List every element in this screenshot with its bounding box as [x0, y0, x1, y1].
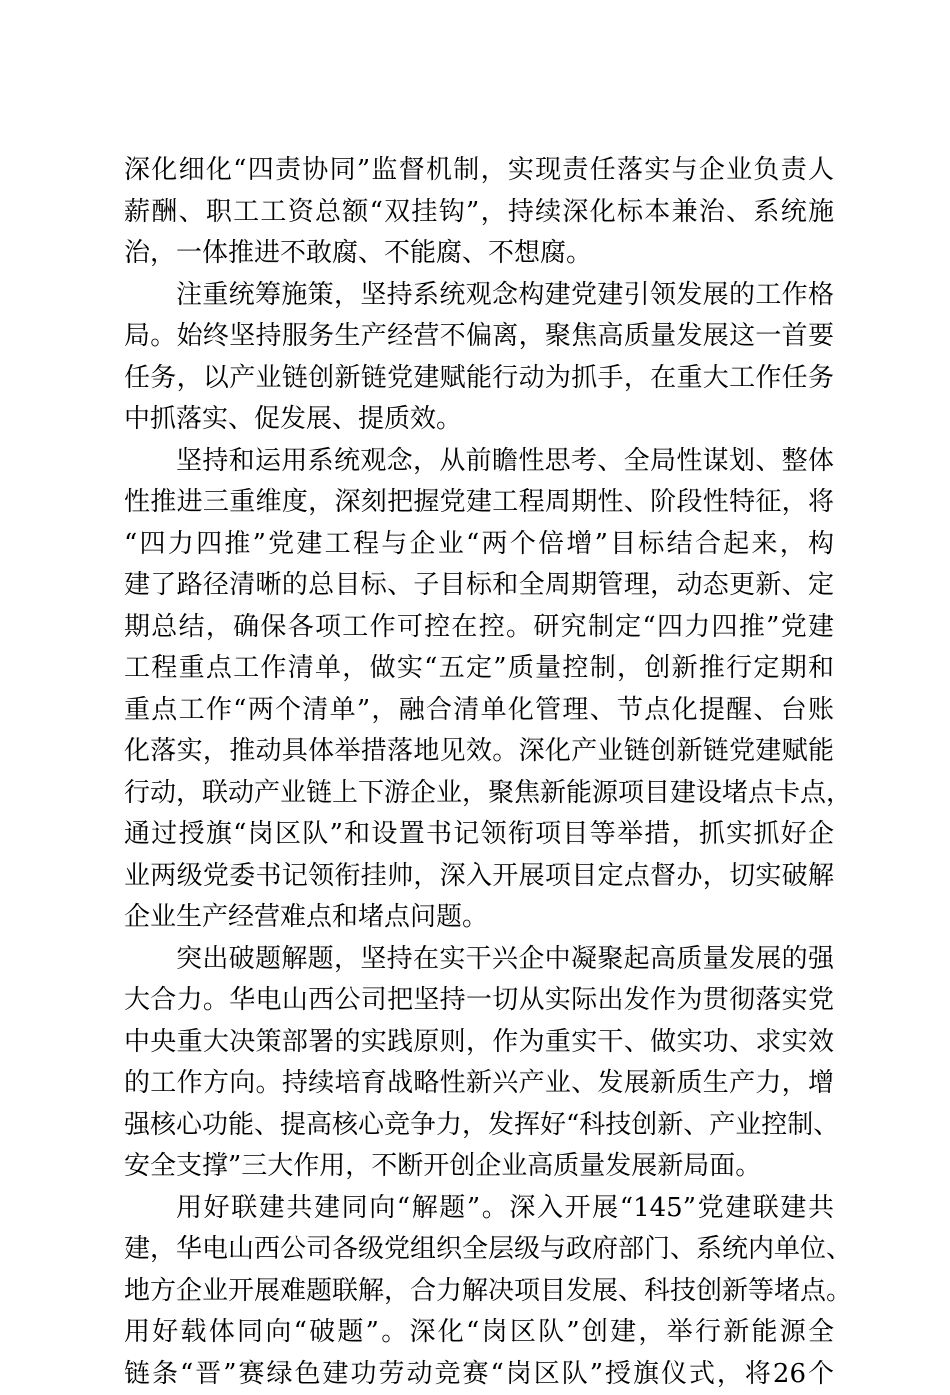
text-line: 化落实，推动具体举措落地见效。深化产业链创新链党建赋能 [124, 731, 834, 773]
text-line: 治，一体推进不敢腐、不能腐、不想腐。 [124, 233, 834, 275]
text-line: 的工作方向。持续培育战略性新兴产业、发展新质生产力，增 [124, 1063, 834, 1105]
text-line: 重点工作“两个清单”，融合清单化管理、节点化提醒、台账 [124, 690, 834, 732]
text-line: 用好载体同向“破题”。深化“岗区队”创建，举行新能源全 [124, 1312, 834, 1354]
text-line: “四力四推”党建工程与企业“两个倍增”目标结合起来，构 [124, 524, 834, 566]
text-line: 地方企业开展难题联解，合力解决项目发展、科技创新等堵点。 [124, 1271, 834, 1313]
text-line: 强核心功能、提高核心竞争力，发挥好“科技创新、产业控制、 [124, 1105, 834, 1147]
text-line: 薪酬、职工工资总额“双挂钩”，持续深化标本兼治、系统施 [124, 192, 834, 234]
text-line: 安全支撑”三大作用，不断开创企业高质量发展新局面。 [124, 1146, 834, 1188]
text-line: 坚持和运用系统观念，从前瞻性思考、全局性谋划、整体 [124, 441, 834, 483]
text-line: 性推进三重维度，深刻把握党建工程周期性、阶段性特征，将 [124, 482, 834, 524]
text-line: 注重统筹施策，坚持系统观念构建党建引领发展的工作格 [124, 275, 834, 317]
text-line: 行动，联动产业链上下游企业，聚焦新能源项目建设堵点卡点， [124, 773, 834, 815]
text-line: 通过授旗“岗区队”和设置书记领衔项目等举措，抓实抓好企 [124, 814, 834, 856]
text-line: 大合力。华电山西公司把坚持一切从实际出发作为贯彻落实党 [124, 980, 834, 1022]
text-line: 建，华电山西公司各级党组织全层级与政府部门、系统内单位、 [124, 1229, 834, 1271]
text-line: 中央重大决策部署的实践原则，作为重实干、做实功、求实效 [124, 1022, 834, 1064]
body-text [124, 150, 834, 1395]
text-line: 企业生产经营难点和堵点问题。 [124, 897, 834, 939]
text-line: 中抓落实、促发展、提质效。 [124, 399, 834, 441]
text-line: 深化细化“四责协同”监督机制，实现责任落实与企业负责人 [124, 150, 834, 192]
text-line: 期总结，确保各项工作可控在控。研究制定“四力四推”党建 [124, 607, 834, 649]
text-line: 工程重点工作清单，做实“五定”质量控制，创新推行定期和 [124, 648, 834, 690]
text-line: 链条“晋”赛绿色建功劳动竞赛“岗区队”授旗仪式，将26个 [124, 1354, 834, 1395]
text-line: 任务，以产业链创新链党建赋能行动为抓手，在重大工作任务 [124, 358, 834, 400]
text-line: 业两级党委书记领衔挂帅，深入开展项目定点督办，切实破解 [124, 856, 834, 898]
text-line: 用好联建共建同向“解题”。深入开展“145”党建联建共 [124, 1188, 834, 1230]
text-line: 局。始终坚持服务生产经营不偏离，聚焦高质量发展这一首要 [124, 316, 834, 358]
text-line: 突出破题解题，坚持在实干兴企中凝聚起高质量发展的强 [124, 939, 834, 981]
text-line: 建了路径清晰的总目标、子目标和全周期管理，动态更新、定 [124, 565, 834, 607]
